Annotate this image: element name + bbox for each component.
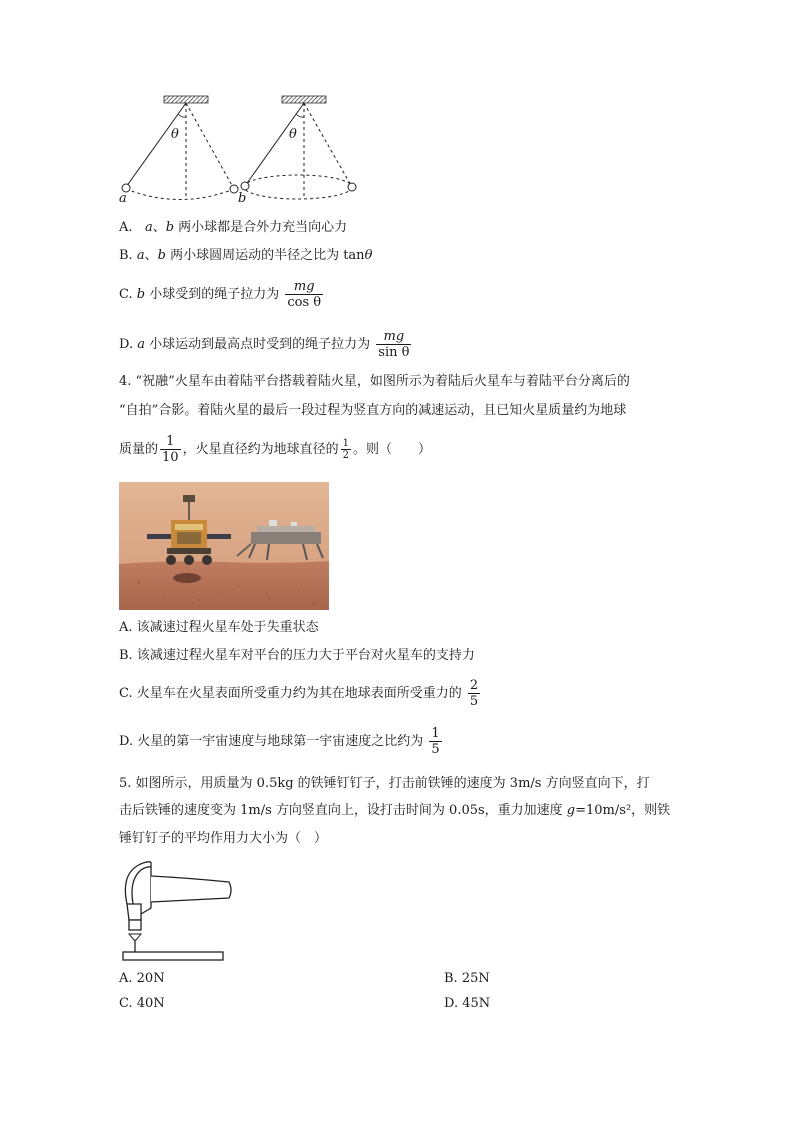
q4-stem-line3: 质量的 $\frac{1}{10}$ ，火星直径约为地球直径的 $\frac{1}{2}$ 。则（ ） bbox=[119, 434, 431, 465]
theta-label-a: θ bbox=[171, 127, 179, 142]
fraction-one-tenth: $\frac{1}{10}$ bbox=[162, 434, 179, 465]
ball-label-a: a bbox=[119, 191, 127, 206]
q4-stem-line2: “自拍”合影。着陆火星的最后一段过程为竖直方向的减速运动，且已知火星质量约为地球 bbox=[119, 403, 627, 418]
q4-option-d[interactable]: D. 火星的第一宇宙速度与地球第一宇宙速度之比约为 $\frac{1}{5}$ bbox=[119, 726, 440, 757]
q3-option-a[interactable]: A. a、b 两小球都是合外力充当向心力 bbox=[119, 220, 348, 235]
q4-option-b[interactable]: B. 该减速过程火星车对平台的压力大于平台对火星车的支持力 bbox=[119, 648, 475, 663]
fraction-two-fifths: $\frac{2}{5}$ bbox=[469, 678, 479, 709]
q5-option-a[interactable]: A. 20N bbox=[119, 971, 165, 986]
fraction-one-half: $\frac{1}{2}$ bbox=[342, 438, 349, 461]
q3-option-b[interactable]: B. a、b 两小球圆周运动的半径之比为 tanθ bbox=[119, 248, 373, 263]
ceiling-b bbox=[282, 96, 326, 103]
theta-label-b: θ bbox=[289, 127, 297, 142]
q4-option-a[interactable]: A. 该减速过程火星车处于失重状态 bbox=[119, 620, 319, 635]
q4-option-c[interactable]: C. 火星车在火星表面所受重力约为其在地球表面所受重力的 $\frac{2}{5}$ bbox=[119, 678, 479, 709]
q5-stem-line3: 锤钉钉子的平均作用力大小为（ ） bbox=[119, 831, 328, 846]
ball-b bbox=[241, 182, 249, 190]
ceiling-a bbox=[164, 96, 208, 103]
q5-stem-line1: 5. 如图所示，用质量为 0.5kg 的铁锤钉钉子，打击前铁锤的速度为 3m/s 方向竖直向下，打 bbox=[119, 776, 650, 791]
q4-stem-line1: 4. “祝融”火星车由着陆平台搭载着陆火星，如图所示为着陆后火星车与着陆平台分离后的 bbox=[119, 374, 630, 389]
q5-stem-line2: 击后铁锤的速度变为 1m/s 方向竖直向上，设打击时间为 0.05s，重力加速度 g=10m/s²，则铁 bbox=[119, 803, 671, 818]
q3-option-c[interactable]: C. b 小球受到的绳子拉力为 $\frac{mg}{\text{cos θ}}$ bbox=[119, 279, 322, 310]
ball-label-b: b bbox=[238, 191, 247, 206]
q5-option-d[interactable]: D. 45N bbox=[444, 996, 491, 1011]
mars-rover-photo bbox=[119, 482, 329, 610]
q5-option-b[interactable]: B. 25N bbox=[444, 971, 490, 986]
fraction-mg-sin: $\frac{mg}{\text{sin θ}}$ bbox=[378, 329, 410, 360]
fraction-one-fifth: $\frac{1}{5}$ bbox=[431, 726, 440, 757]
q3-option-d[interactable]: D. a 小球运动到最高点时受到的绳子拉力为 $\frac{mg}{\text{sin θ}}$ bbox=[119, 329, 410, 360]
hammer-nail-figure bbox=[119, 856, 239, 964]
fraction-mg-cos: $\frac{mg}{\text{cos θ}}$ bbox=[287, 279, 322, 310]
q5-option-c[interactable]: C. 40N bbox=[119, 996, 165, 1011]
